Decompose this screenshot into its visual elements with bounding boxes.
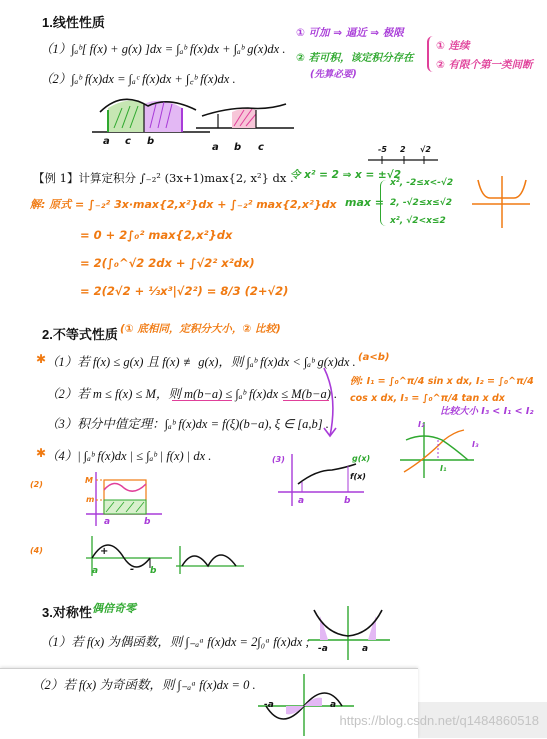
- numline-label-2: 2: [400, 145, 406, 154]
- section-2-title: 2.不等式性质: [42, 327, 118, 342]
- label-m-lower: m: [86, 495, 95, 504]
- sketch-label-4: (4): [30, 546, 43, 555]
- star-icon: ✱: [36, 352, 47, 366]
- solution-step-0: 解: 原式 = ∫₋₂² 3x·max{2,x²}dx + ∫₋₂² max{2,x²}dx: [30, 198, 337, 211]
- sketch2-label-c: c: [258, 142, 264, 153]
- example-1-side-note: 令 x² = 2 ⇒ x = ±√2: [290, 169, 402, 181]
- sketch2-label-b: b: [234, 142, 242, 153]
- note-additive: ① 可加 ⇒ 逼近 ⇒ 极限: [296, 27, 404, 39]
- mv-label-b: b: [344, 496, 351, 506]
- bounds-label-b: b: [144, 517, 151, 527]
- sketch4-label-a: a: [92, 566, 99, 576]
- absolute-value-sketch-2: [176, 540, 246, 576]
- bounds-label-a: a: [104, 517, 111, 527]
- sketch-label-3: (3): [272, 455, 285, 464]
- additivity-sketch-2: [196, 96, 296, 144]
- bounds-sketch: [82, 470, 166, 528]
- sketch2-label-a: a: [212, 142, 219, 153]
- inequality-formula-4: （4）| ∫ₐᵇ f(x)dx | ≤ ∫ₐᵇ | f(x) | dx .: [46, 449, 212, 463]
- underline-1: [172, 400, 232, 401]
- odd-label-a: a: [330, 700, 337, 710]
- compare-result: 比较大小 I₃ < I₁ < I₂: [440, 406, 534, 417]
- label-fx: f(x): [350, 472, 366, 481]
- watermark: https://blog.csdn.net/q1484860518: [339, 713, 539, 728]
- max-label: max =: [345, 196, 385, 209]
- odd-label-neg-a: -a: [264, 700, 274, 710]
- sketch-label-2: (2): [30, 480, 43, 489]
- inequality-formula-1: （1）若 f(x) ≤ g(x) 且 f(x) ≢ g(x)，则 ∫ₐᵇ f(x)dx < ∫ₐᵇ g(x)dx .: [46, 355, 356, 369]
- note-integrable: ② 若可积，该定积分存在: [296, 52, 414, 64]
- sin-cos-sketch: [398, 418, 479, 480]
- mean-value-theorem: （3）积分中值定理：∫ₐᵇ f(x)dx = f(ξ)(b−a), ξ ∈ [a,b] .: [46, 417, 329, 431]
- example-1-prompt: 【例 1】计算定积分 ∫₋₂² (3x+1)max{2, x²} dx .: [33, 171, 294, 185]
- example-integrals: 例: I₁ = ∫₀^π/4 sin x dx, I₂ = ∫₀^π/4 cos x dx, I₃ = ∫₀^π/4 tan x dx: [350, 376, 534, 404]
- linearity-formula-2: （2）∫ₐᵇ f(x)dx = ∫ₐᶜ f(x)dx + ∫꜀ᵇ f(x)dx .: [40, 72, 236, 86]
- sketch1-label-b: b: [147, 136, 155, 147]
- label-gx: g(x): [352, 454, 371, 463]
- linearity-formula-1: （1）∫ₐᵇ[ f(x) + g(x) ]dx = ∫ₐᵇ f(x)dx + ∫ₐᵇ g(x)dx .: [40, 42, 286, 56]
- mv-label-a: a: [298, 496, 305, 506]
- section-3-note: 偶倍奇零: [92, 602, 136, 615]
- max-function-sketch: [472, 174, 532, 230]
- case-3: x², √2<x≤2: [390, 216, 446, 226]
- sketch4-label-b: b: [150, 566, 157, 576]
- inequality-note-1: (a<b): [358, 352, 390, 363]
- note-necessary: (先算必要): [310, 69, 357, 80]
- solution-step-2: = 2(∫₀^√2 2dx + ∫√2² x²dx): [80, 256, 255, 270]
- label-m-upper: M: [85, 476, 93, 485]
- case-2: 2, -√2≤x≤√2: [390, 198, 452, 208]
- brace: [427, 36, 435, 72]
- sketch1-label-a: a: [103, 136, 110, 147]
- section-1-title: 1.线性性质: [42, 15, 105, 30]
- note-discontinuity: ② 有限个第一类间断: [436, 59, 533, 71]
- star-icon: ✱: [36, 446, 47, 460]
- label-i1: I₁: [440, 464, 447, 473]
- plus-sign: +: [100, 546, 109, 557]
- odd-function-formula: （2）若 f(x) 为奇函数，则 ∫₋ₐᵃ f(x)dx = 0 .: [32, 678, 256, 692]
- even-label-neg-a: -a: [318, 644, 328, 654]
- solution-step-3: = 2(2√2 + ⅓x³|√2²) = 8/3 (2+√2): [80, 284, 289, 298]
- even-function-formula: （1）若 f(x) 为偶函数，则 ∫₋ₐᵃ f(x)dx = 2∫₀ᵃ f(x)dx ;: [40, 635, 310, 649]
- label-i3: I₃: [472, 440, 479, 449]
- section-2-note: (① 底相同，定积分大小，② 比较): [120, 323, 281, 335]
- minus-sign: -: [130, 564, 135, 575]
- numline-label-3: √2: [420, 145, 431, 154]
- note-continuous: ① 连续: [436, 40, 470, 52]
- sketch1-label-c: c: [125, 136, 131, 147]
- numline-label-1: -5: [378, 145, 387, 154]
- case-1: x², -2≤x<-√2: [390, 178, 454, 188]
- arrow-down: [318, 366, 344, 440]
- section-3-title: 3.对称性: [42, 605, 92, 620]
- inequality-formula-2: （2）若 m ≤ f(x) ≤ M，则 m(b−a) ≤ ∫ₐᵇ f(x)dx ≤ M(b−a) .: [46, 387, 338, 401]
- even-label-a: a: [362, 644, 369, 654]
- label-i2: I₂: [418, 420, 425, 429]
- cases-brace: [380, 180, 387, 226]
- solution-step-1: = 0 + 2∫₀² max{2,x²}dx: [80, 228, 233, 242]
